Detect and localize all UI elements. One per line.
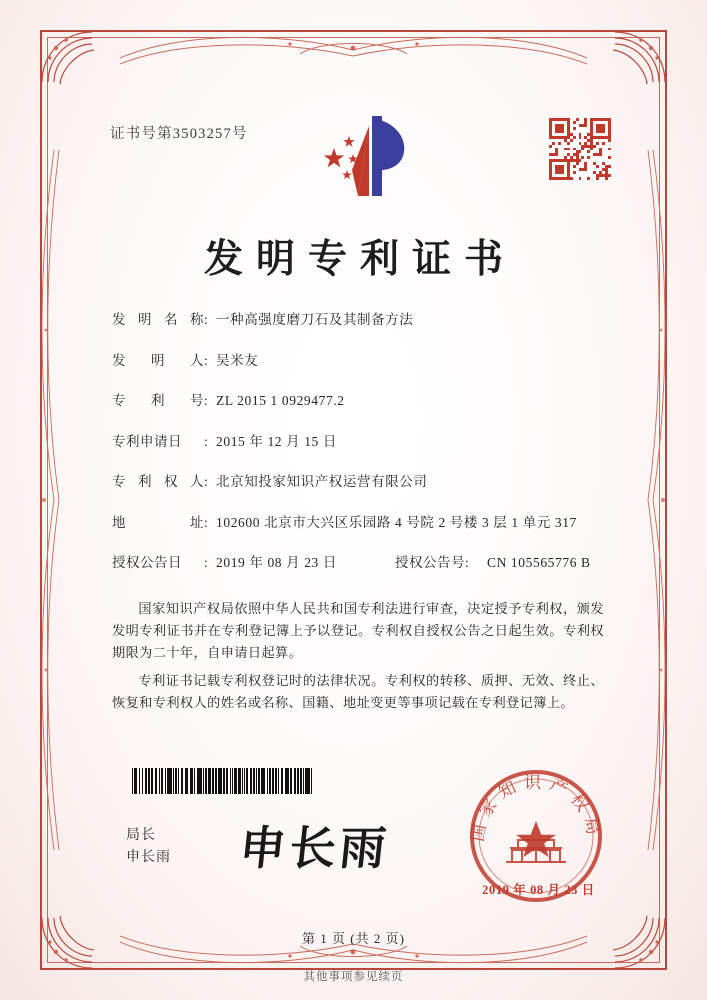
footnote: 其他事项参见续页 (303, 971, 404, 983)
field-label: 发 明 人 (112, 352, 204, 368)
field-colon: : (204, 474, 208, 489)
field-colon: : (464, 555, 469, 570)
field-value: 一种高强度磨刀石及其制备方法 (216, 312, 414, 327)
field-value-secondary: CN 105565776 B (486, 555, 591, 570)
qr-code (549, 118, 611, 180)
field-colon: : (204, 555, 208, 570)
field-patentee (112, 470, 612, 490)
certificate-fields (112, 308, 612, 592)
director-title (126, 825, 171, 869)
legal-text-block (112, 598, 604, 720)
field-label: 授权公告日 (112, 555, 182, 570)
cnipa-logo-icon (322, 108, 412, 200)
field-colon: : (204, 312, 208, 327)
handwritten-signature: 申长雨 (236, 823, 393, 874)
field-value: 102600 北京市大兴区乐园路 4 号院 2 号楼 3 层 1 单元 317 (216, 514, 577, 530)
field-label: 地 址 (112, 514, 204, 530)
director-title-line1: 局长 (126, 828, 156, 843)
field-label: 专利申请日 (112, 433, 182, 449)
field-label: 专 利 权 人 (112, 474, 204, 489)
field-application-date (112, 430, 612, 450)
page-title: 发明专利证书 (203, 238, 516, 281)
field-colon: : (204, 352, 208, 368)
director-name: 申长雨 (126, 850, 171, 865)
field-label: 发 明 名 称 (112, 312, 204, 327)
field-value: 吴米友 (216, 352, 259, 368)
certificate-number: 证书号第3503257号 (110, 126, 248, 142)
field-label-secondary: 授权公告号 (394, 555, 465, 570)
field-value: 2015 年 12 月 15 日 (216, 433, 337, 449)
page-number: 第 1 页 (共 2 页) (302, 931, 405, 946)
seal-date: 2019 年 08 月 23 日 (482, 883, 595, 897)
barcode (132, 768, 312, 794)
field-address (112, 511, 612, 531)
field-colon: : (204, 514, 208, 530)
field-label: 专 利 号 (112, 393, 204, 408)
legal-paragraph: 国家知识产权局依照中华人民共和国专利法进行审查，决定授予专利权，颁发发明专利证书并在专利登记簿上予以登记。专利权自授权公告之日起生效。专利权期限为二十年，自申请日起算。 (112, 601, 604, 660)
field-value: 北京知投家知识产权运营有限公司 (216, 474, 428, 489)
field-invention-name (112, 308, 612, 328)
field-value: ZL 2015 1 0929477.2 (216, 393, 345, 408)
field-colon: : (204, 433, 208, 449)
field-colon: : (204, 393, 208, 408)
svg-text:国家知识产权局: 国家知识产权局 (467, 773, 605, 844)
field-inventor (112, 349, 612, 369)
legal-paragraph: 专利证书记载专利权登记时的法律状况。专利权的转移、质押、无效、终止、恢复和专利权人的姓名或名称、国籍、地址变更等事项记载在专利登记簿上。 (112, 673, 604, 710)
field-value: 2019 年 08 月 23 日 (216, 555, 337, 570)
field-grant-announcement (112, 551, 612, 571)
field-patent-number (112, 389, 612, 409)
